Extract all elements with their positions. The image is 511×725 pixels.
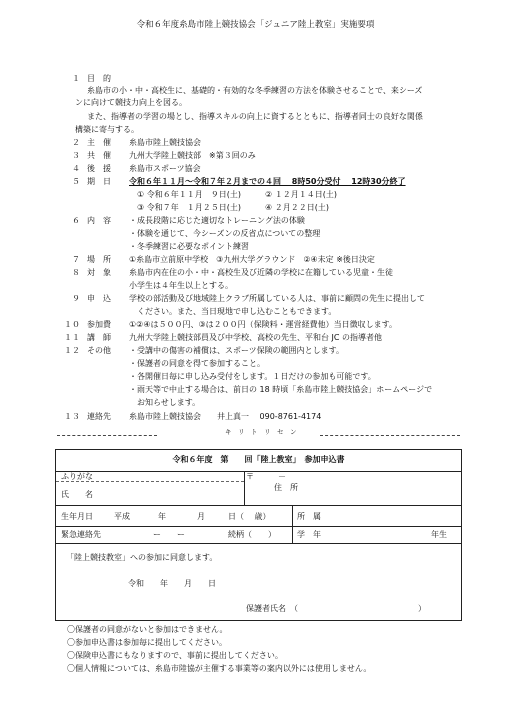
section-value: 令和６年１１月～令和７年２月までの４回 8時50分受付 12時30分終了 [129,177,406,186]
postal-label: 〒 － [246,472,286,481]
school-field[interactable] [336,507,456,523]
form-rule [56,543,461,544]
section-number: １１ [64,333,80,342]
section-label: 主 催 [87,138,111,147]
cut-line-left [57,435,157,436]
address-label: 住 所 [274,483,298,492]
relation-label: 続柄（ ） [228,530,276,539]
other-item: お知らせします。 [137,398,201,407]
section-label: 講 師 [87,333,111,342]
year-label: 年 [158,512,166,521]
section-number: １ [72,74,80,83]
consent-text: 「陸上競技教室」への参加に同意します。 [66,553,218,562]
phone-dashes: ー ー [153,530,185,539]
section-number: １０ [64,320,80,329]
cut-line-right [320,435,460,436]
other-item: ・雨天等で中止する場合は、前日の 18 時頃「糸島市陸上競技協会」ホームページで [129,385,433,394]
name-label: 氏 名 [61,490,93,499]
content-item: ・冬季練習に必要なポイント練習 [129,242,249,251]
section-label: 連絡先 [87,412,111,421]
section-value: ①②④は５００円、③は２００円（保険料・運営経費他）当日徴収します。 [129,320,398,329]
date-item: ① 令和６年１１月 ９日(土) [137,190,241,199]
form-divider [292,505,293,543]
section-other [0,346,511,357]
section-label: 申 込 [87,294,111,303]
section-value: ・受講中の傷害の補償は、スポーツ保険の範囲内とします。 [129,346,345,355]
section-value: ①糸島市立前原中学校 ③九州大学グラウンド ②④未定 ※後日決定 [129,255,375,264]
section-contact [0,412,511,423]
cut-label: キ リ ト リ セ ン [225,428,297,436]
section-content [0,216,511,227]
date-item: ③ 令和７年 １月２５日(土) [137,203,241,212]
purpose-line: また、指導者の学習の場とし、指導スキルの向上に資するとともに、指導者同士の良好な関係 [87,112,423,121]
grade-suffix: 年生 [431,530,447,539]
month-label: 月 [197,512,205,521]
section-number: ３ [72,151,80,160]
furigana-label: ふりがな [61,472,93,481]
section-label: その他 [87,346,111,355]
grade-label: 学 年 [297,530,321,539]
birth-label: 生年月日 [61,512,93,521]
note-item: 〇保険申込書にもなりますので、事前に提出してください。 [67,651,283,660]
section-target [0,268,511,279]
content-item: ・体験を通じて、今シーズンの反省点についての整理 [129,229,321,238]
other-item: ・各開催日毎に申し込み受付をします。１日だけの参加も可能です。 [129,372,376,381]
other-item: ・保護者の同意を得て参加すること。 [129,359,265,368]
section-number: １２ [64,346,80,355]
note-item: 〇参加申込書は参加毎に提出してください。 [67,638,227,647]
section-purpose [0,74,511,85]
school-label: 所 属 [297,512,321,521]
section-label: 対 象 [87,268,111,277]
section-label: 場 所 [87,255,111,264]
form-divider [244,471,245,505]
target-note: 小学生は４年生以上とする。 [129,281,233,290]
day-age-label: 日（ 歳） [228,512,271,521]
guardian-name-line[interactable]: 保護者氏名 （ ） [246,604,426,613]
era-label: 平成 [114,512,130,521]
section-value: ・成長段階に応じた適切なトレーニング法の体験 [129,216,305,225]
section-number: ７ [72,255,80,264]
section-cohost [0,151,511,162]
form-rule [56,526,461,527]
section-number: ４ [72,164,80,173]
section-value: 九州大学陸上競技部員及び中学校、高校の先生、平和台 JC の指導者他 [129,333,383,342]
apply-note: ください。また、当日現地で申し込むこともできます。 [137,307,337,316]
section-number: １３ [64,412,80,421]
section-support [0,164,511,175]
purpose-line: 構築に寄与する。 [75,125,139,134]
purpose-line: 糸島市の小・中・高校生に、基礎的・有効的な冬季練習の方法を体験させることで、来シーズ [87,86,423,95]
address-field[interactable] [306,480,456,502]
section-place [0,255,511,266]
section-number: ８ [72,268,80,277]
section-dates [0,177,511,188]
date-line: 令和 年 月 日 [128,579,216,588]
section-number: ６ [72,216,80,225]
page-title: 令和６年度糸島市陸上競技協会「ジュニア陸上教室」実施要項 [136,20,375,30]
section-organizer [0,138,511,149]
date-item: ④ ２月２２日(土) [265,203,329,212]
section-value: 九州大学陸上競技部 ※第３回のみ [129,151,256,160]
section-fee [0,320,511,331]
section-instructor [0,333,511,344]
section-value: 糸島市陸上競技協会 井上真一 090-8761-4174 [129,412,322,421]
section-label: 後 援 [87,164,111,173]
section-number: ９ [72,294,80,303]
form-title: 令和６年度 第 回「陸上教室」 参加申込書 [172,455,345,464]
section-label: 目 的 [87,74,111,83]
form-rule [56,505,461,506]
section-value: 糸島市スポーツ協会 [129,164,201,173]
section-label: 参加費 [87,320,111,329]
date-item: ② １２月１４日(土) [265,190,337,199]
name-field[interactable] [96,482,241,502]
section-value: 糸島市内在住の小・中・高校生及び近隣の学校に在籍している児童・生徒 [129,268,393,277]
section-label: 内 容 [87,216,111,225]
application-form [55,449,462,621]
section-value: 学校の部活動及び地域陸上クラブ所属している人は、事前に顧問の先生に提出して [129,294,425,303]
note-item: 〇個人情報については、糸島市陸協が主催する事業等の案内以外には使用しません。 [67,664,372,673]
section-label: 期 日 [87,177,111,186]
emergency-label: 緊急連絡先 [61,530,101,539]
section-value: 糸島市陸上競技協会 [129,138,201,147]
section-number: ５ [72,177,80,186]
purpose-line: ンに向けて競技力向上を図る。 [75,98,187,107]
section-label: 共 催 [87,151,111,160]
note-item: 〇保護者の同意がないと参加はできません。 [67,625,228,634]
section-apply [0,294,511,305]
section-number: ２ [72,138,80,147]
